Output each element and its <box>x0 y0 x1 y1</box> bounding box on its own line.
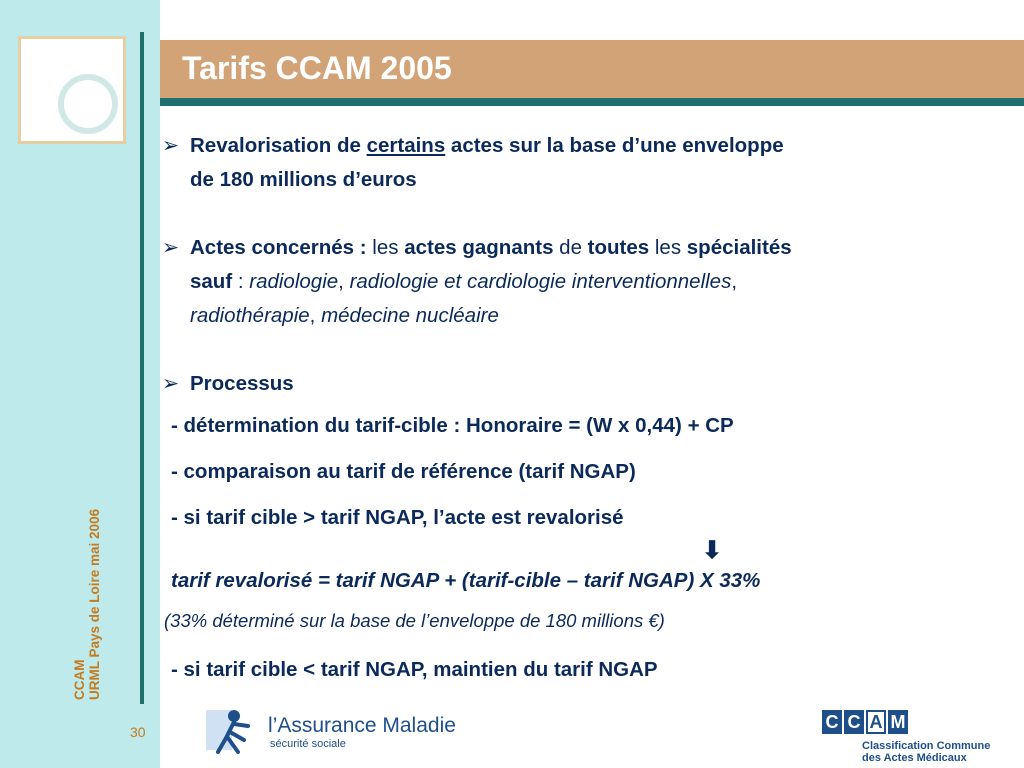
b2-actes-gagnants: actes gagnants <box>404 236 554 259</box>
note-text: (33% déterminé sur la base de l’enveloppe de 180 millions €) <box>164 610 665 631</box>
b2-colon: : <box>232 270 250 293</box>
b2-de: de <box>553 236 588 259</box>
ccam-letter: C <box>844 710 864 734</box>
down-arrow-icon: ⬇ <box>702 537 723 564</box>
b1-underlined: certains <box>366 134 446 157</box>
ccam-letter: M <box>888 710 908 734</box>
b2-comma2: , <box>731 270 738 293</box>
b2-sauf: sauf <box>190 270 233 293</box>
ccam-letter: A <box>866 710 886 734</box>
b2-radiologie-card: radiologie et cardiologie interventionnelles <box>349 270 732 293</box>
b2-comma3: , <box>309 304 322 327</box>
slide-title: Tarifs CCAM 2005 <box>182 50 452 86</box>
step-determination: - détermination du tarif-cible : Honoraire = (W x 0,44) + CP <box>171 414 734 437</box>
assurance-maladie-logo <box>204 704 456 758</box>
step-maintien: - si tarif cible < tarif NGAP, maintien du tarif NGAP <box>171 658 658 681</box>
page-number: 30 <box>130 724 146 740</box>
assurance-maladie-sub: sécurité sociale <box>270 738 346 750</box>
b2-radiotherapie: radiothérapie <box>190 304 310 327</box>
assurance-maladie-figure-icon <box>204 704 264 758</box>
b2-specialites: spécialités <box>686 236 792 259</box>
ccam-letter: C <box>822 710 842 734</box>
b2-label: Actes concernés : <box>190 236 367 259</box>
title-rule <box>160 98 1024 106</box>
bullet-arrow-icon: ➢ <box>162 236 180 259</box>
b2-les2: les <box>649 236 687 259</box>
b2-comma1: , <box>338 270 350 293</box>
ccam-sub-line1: Classification Commune <box>862 740 991 752</box>
b2-toutes: toutes <box>587 236 650 259</box>
step-comparaison: - comparaison au tarif de référence (tarif NGAP) <box>171 460 636 483</box>
footer-vertical-text <box>72 509 102 700</box>
decorative-ring-icon <box>58 74 118 134</box>
step-revalorise: - si tarif cible > tarif NGAP, l’acte est revalorisé <box>171 506 624 529</box>
b2-radiologie: radiologie <box>249 270 339 293</box>
footer-line-urml: URML Pays de Loire mai 2006 <box>87 508 102 700</box>
b3-label: Processus <box>190 372 294 395</box>
bullet-arrow-icon: ➢ <box>162 134 180 157</box>
ccam-wordmark <box>822 710 908 734</box>
b1-line2: de 180 millions d’euros <box>190 168 417 191</box>
ccam-subtitle <box>862 740 990 764</box>
formula-text: tarif revalorisé = tarif NGAP + (tarif-cible – tarif NGAP) X 33% <box>171 569 761 592</box>
vertical-rule <box>140 32 144 704</box>
ccam-logo <box>822 708 1002 764</box>
assurance-maladie-name: l’Assurance Maladie <box>268 714 456 737</box>
ccam-sub-line2: des Actes Médicaux <box>862 752 967 764</box>
b2-les1: les <box>366 236 405 259</box>
b2-medecine: médecine nucléaire <box>321 304 499 327</box>
bullet-arrow-icon: ➢ <box>162 372 180 395</box>
footer-line-ccam: CCAM <box>72 659 87 700</box>
b1-text-b: actes sur la base d’une enveloppe <box>445 134 784 157</box>
b1-text-a: Revalorisation de <box>190 134 367 157</box>
